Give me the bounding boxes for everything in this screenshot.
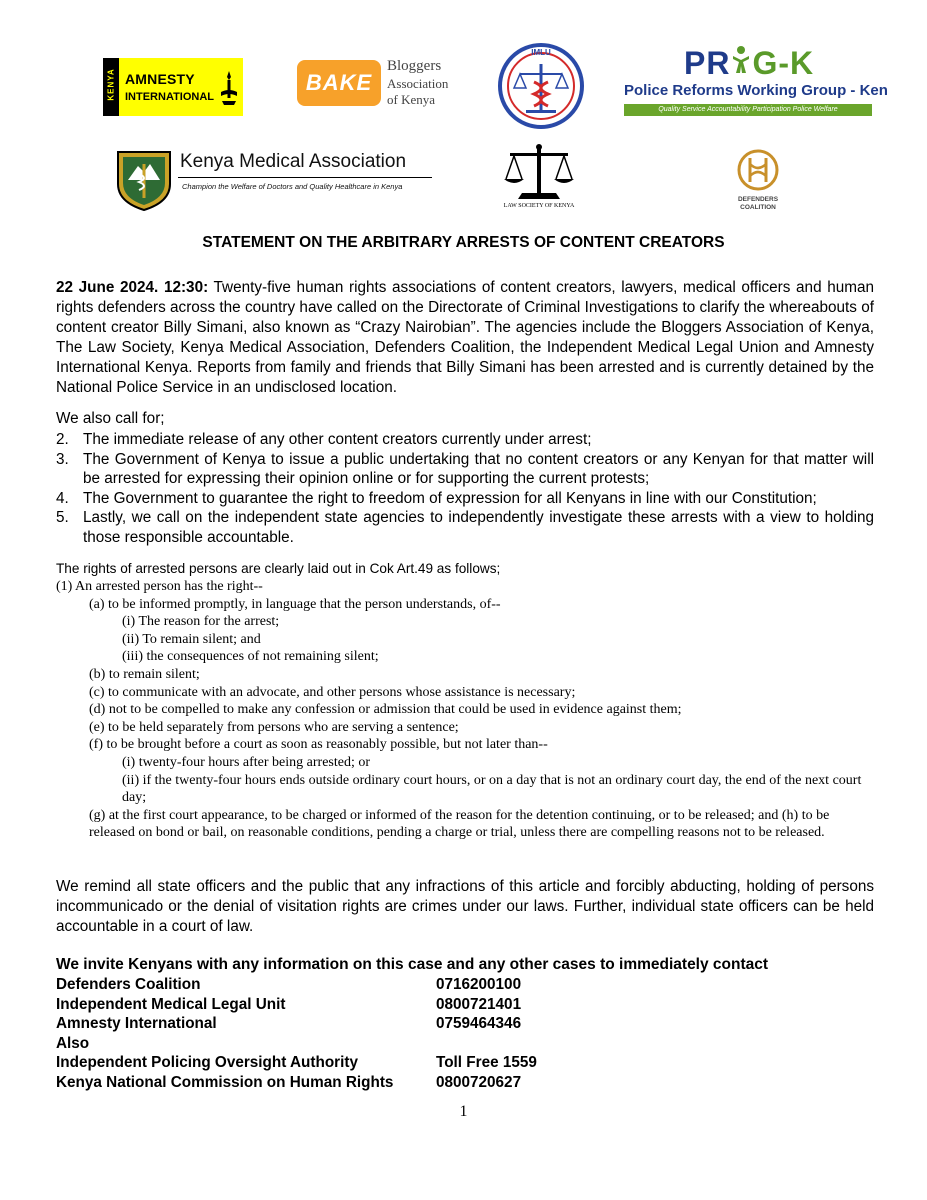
- page-number: 1: [459, 1103, 468, 1120]
- intro-dateline: 22 June 2024. 12:30:: [56, 279, 209, 296]
- article-line: (i) The reason for the arrest;: [122, 614, 280, 630]
- contact-number: 0800721401: [436, 995, 522, 1013]
- bake-line1: Bloggers: [387, 58, 442, 74]
- police-reforms-working-group-logo: [624, 44, 888, 119]
- prwg-mark-right: G-K: [752, 45, 815, 81]
- bake-line2: Association: [387, 76, 449, 91]
- amnesty-international-logo: [103, 58, 243, 116]
- imlu-emblem-icon: [496, 42, 586, 130]
- article-line: (e) to be held separately from persons who are serving a sentence;: [89, 719, 459, 735]
- defenders-coalition-emblem-icon: [732, 148, 784, 194]
- list-item-text: The Government to guarantee the right to freedom of expression for all Kenyans in line with our Constitution;: [83, 489, 817, 507]
- defenders-coalition-logo: [732, 148, 784, 216]
- article-line: (ii) if the twenty-four hours ends outside ordinary court hours, or on a day that is not an ordinary court day, the end of the next court day;: [122, 772, 862, 806]
- article-line: (1) An arrested person has the right--: [56, 579, 263, 594]
- contact-name: Amnesty International: [56, 1015, 217, 1033]
- lsk-caption: LAW SOCIETY OF KENYA: [503, 203, 575, 209]
- imlu-acronym: IMLU: [531, 48, 551, 57]
- kma-shield-icon: [116, 150, 172, 212]
- amnesty-name-line2: INTERNATIONAL: [125, 91, 215, 103]
- prwg-tagline: Quality Service Accountability Participation Police Welfare: [658, 106, 838, 113]
- prwg-mark-left: PR: [684, 45, 731, 81]
- kenya-medical-association-logo: [116, 150, 436, 212]
- intro-body: Twenty-five human rights associations of content creators, lawyers, medical officers and human rights defenders across the country have called on the Directorate of Criminal Investigations to clarify the whereabouts of content creator Billy Simani, also known as “Crazy Nairobian”. The agencies include the Bloggers Association of Kenya, The Law Society, Kenya Medical Association, Defenders Coalition, the Independent Medical Legal Union and Amnesty International Kenya. Reports from family and friends that Billy Simani has been arrested and is currently detained by the National Police Service in an undisclosed location.: [56, 279, 874, 396]
- constitution-article-49: [56, 578, 876, 842]
- amnesty-kenya-band: [103, 58, 119, 116]
- scales-of-justice-icon: [500, 143, 578, 203]
- list-item-number: 4.: [56, 489, 69, 507]
- bake-line3: of Kenya: [387, 92, 436, 107]
- contact-name: Kenya National Commission on Human Rights: [56, 1073, 394, 1091]
- list-item: [56, 508, 874, 547]
- article-line: (iii) the consequences of not remaining silent;: [122, 649, 379, 665]
- article-line: (c) to communicate with an advocate, and other persons whose assistance is necessary;: [89, 684, 576, 700]
- statement-title: STATEMENT ON THE ARBITRARY ARRESTS OF CONTENT CREATORS: [202, 234, 725, 251]
- prwg-figure-icon: [730, 44, 752, 82]
- law-society-of-kenya-logo: [500, 143, 578, 213]
- list-item: [56, 450, 874, 489]
- article-line: (g) at the first court appearance, to be charged or informed of the reason for the detention continuing, or to be released; and (h) to be released on bond or bail, on reasonable conditions, pending a charge or trial, unless there are compelling reasons not to be released.: [89, 807, 830, 841]
- bake-badge: [297, 60, 381, 106]
- bake-badge-text: BAKE: [305, 70, 373, 95]
- prwg-tagline-bar: [624, 104, 872, 116]
- call-for-heading: We also call for;: [56, 410, 165, 427]
- contacts-heading: We invite Kenyans with any information on this case and any other cases to immediately contact: [56, 956, 769, 973]
- list-item-number: 2.: [56, 431, 69, 448]
- contact-name: Defenders Coalition: [56, 976, 201, 993]
- contact-number: 0800720627: [436, 1073, 522, 1091]
- list-item-text: The Government of Kenya to issue a public undertaking that no content creators or any Kenyan for that matter will be arrested for expressing their opinion online or for supporting the current protests;: [83, 450, 874, 487]
- list-item-text: Lastly, we call on the independent state agencies to independently investigate these arrests with a view to holding those responsible accountable.: [83, 509, 874, 546]
- article-line: (d) not to be compelled to make any confession or admission that could be used in evidence against them;: [89, 702, 682, 718]
- amnesty-name-line1: AMNESTY: [125, 71, 195, 87]
- intro-paragraph: [56, 278, 874, 398]
- contact-name: Independent Medical Legal Unit: [56, 995, 286, 1013]
- prwg-mark: [684, 44, 814, 82]
- amnesty-country: KENYA: [106, 68, 116, 101]
- article-line: (a) to be informed promptly, in language that the person understands, of--: [89, 596, 501, 612]
- list-item: [56, 430, 874, 450]
- bloggers-association-kenya-logo: [297, 58, 449, 110]
- rights-intro: The rights of arrested persons are clearly laid out in Cok Art.49 as follows;: [56, 561, 501, 576]
- contact-number: 0759464346: [436, 1015, 522, 1033]
- article-line: (f) to be brought before a court as soon as reasonably possible, but not later than--: [89, 737, 548, 753]
- article-line: (b) to remain silent;: [89, 666, 200, 682]
- remind-paragraph: We remind all state officers and the public that any infractions of this article and forcibly abducting, holding of persons incommunicado or the denial of visitation rights are crimes under our laws. Further, individual state officers can be held accountable in a court of law.: [56, 878, 874, 935]
- article-line: (i) twenty-four hours after being arrested; or: [122, 754, 371, 770]
- contact-number: 0716200100: [436, 976, 522, 993]
- list-item-number: 3.: [56, 450, 69, 468]
- candle-icon: [219, 68, 239, 108]
- kma-divider: [178, 177, 432, 178]
- contact-name: Also: [56, 1034, 90, 1052]
- list-item: [56, 489, 874, 509]
- kma-name: Kenya Medical Association: [180, 151, 407, 172]
- imlu-logo: [496, 42, 586, 130]
- kma-tagline: Champion the Welfare of Doctors and Quality Healthcare in Kenya: [182, 182, 403, 191]
- prwg-name: Police Reforms Working Group - Ken: [624, 82, 888, 99]
- article-line: (ii) To remain silent; and: [122, 631, 261, 647]
- list-item-number: 5.: [56, 509, 69, 526]
- defenders-coalition-line2: COALITION: [740, 204, 776, 211]
- contact-number: Toll Free 1559: [436, 1054, 537, 1072]
- defenders-coalition-line1: DEFENDERS: [737, 196, 779, 203]
- list-item-text: The immediate release of any other content creators currently under arrest;: [83, 431, 592, 448]
- contact-name: Independent Policing Oversight Authority: [56, 1054, 358, 1072]
- demands-list: [56, 430, 874, 547]
